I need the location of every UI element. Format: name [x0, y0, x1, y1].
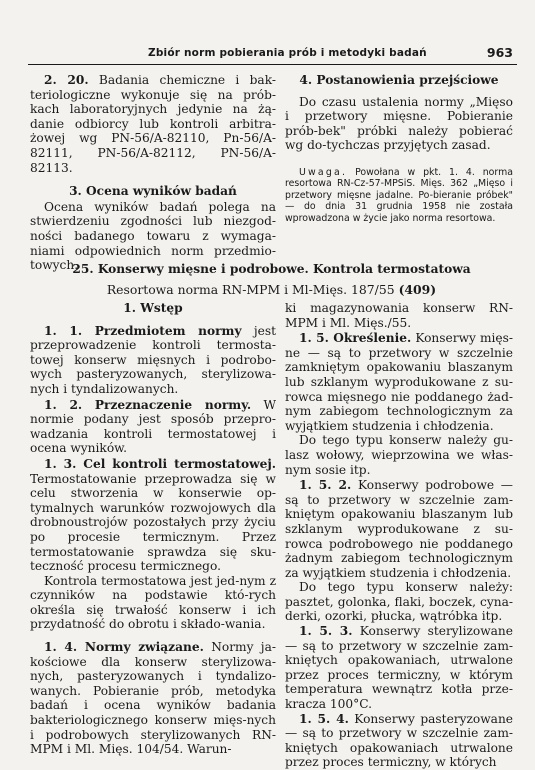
paragraph-1-3-b: Kontrola termostatowa jest jed-nym z czynników na podstawie któ-rych określa się trwałość konserw i ich przydatność do obrotu i składo-wania. [30, 573, 276, 632]
note [285, 167, 513, 224]
paragraph-1-5-b: Do tego typu konserw należy gu-lasz wołowy, wieprzowina we włas-nym sosie itp. [285, 433, 513, 477]
running-title: Zbiór norm pobierania prób i metodyki badań [148, 47, 427, 59]
section-heading-3: 3. Ocena wyników badań [69, 184, 237, 199]
standard-reference: Resortowa norma RN-MPM i Ml-Mięs. 187/55 (409) [106, 282, 437, 297]
standard-number: (409) [398, 282, 437, 297]
running-header [28, 40, 517, 65]
section-25-title: 25. Konserwy mięsne i podrobowe. Kontrola termostatowa [72, 262, 471, 276]
paragraph-1-4-continued: ki magazynowania konserw RN-MPM i Ml. Mięs./55. [285, 301, 513, 330]
section-heading-1: 1. Wstęp [123, 301, 183, 315]
section-heading-4: 4. Postanowienia przejściowe [299, 73, 499, 87]
paragraph-1-5-2-b: Do tego typu konserw należy: pasztet, golonka, flaki, boczek, cyna-derki, ozorki, płucka, wątróbka itp. [285, 580, 513, 624]
paragraph-number: 2. 20. [44, 73, 89, 87]
paragraph-1-4: 1. 4. Normy związane. Normy ja-kościowe dla konserw sterylizowa-nych, pasteryzowanych i tyndalizo-wanych. Pobieranie prób, metodyka badań i ocena wyników badania bakteriologicznego konserw mięs-nych i podrobowych sterylizowanych RN-MPM i Ml. Mięs. 104/54. Warun- [30, 640, 276, 757]
note-text: Powołana w pkt. 1. 4. norma resortowa RN-Cz-57-MPSiS. Mięs. 362 „Mięso i przetwory mięsne jadalne. Po-bieranie próbek" — do dnia 31 grudnia 1958 nie została wprowadzona w życie jako norma resortowa. [285, 166, 513, 224]
paragraph-1-5: 1. 5. Określenie. Konserwy mięs-ne — są to przetwory w szczelnie zamkniętym opakowaniu blaszanym lub szklanym wyprodukowane z su-rowca mięsnego nie poddanego żad-nym zabiegom technologicznym za wyjątkiem studzenia i chłodzenia. [285, 331, 513, 433]
paragraph-1-3: 1. 3. Cel kontroli termostatowej. Termostatowanie przeprowadza się w celu stworzenia w konserwie op-tymalnych warunków rozwojowych dla drobnoustrojów pozostałych przy życiu po procesie termicznym. Przez termostatowanie sprawdza się sku-teczność procesu termicznego. [30, 456, 276, 574]
right-main-column [285, 301, 513, 770]
paragraph-1-5-3: 1. 5. 3. Konserwy sterylizowane — są to przetwory w szczelnie zam-kniętych opakowaniach, utrwalone przez proces termiczny, w którym temperatura wewnątrz kotła prze-kracza 100°C. [285, 624, 513, 712]
paragraph-2-20: 2. 20. Badania chemiczne i bak- teriologiczne wykonuje się na prób-kach laboratoryjnych jedynie na żą-danie odbiorcy lub kontroli arbitra-żowej wg PN-56/A-82110, Pn-56/A-82111, PN-56/A-82112, PN-56/A-82113. [30, 73, 276, 175]
note-label: Uwaga. [299, 166, 348, 178]
page-number: 963 [486, 45, 513, 60]
right-top-column [285, 73, 513, 224]
left-top-column [30, 73, 276, 273]
paragraph-1-5-2: 1. 5. 2. Konserwy podrobowe — są to przetwory w szczelnie zam-kniętym opakowaniu blaszanym lub szklanym wyprodukowane z su-rowca podrobowego nie poddanego żadnym zabiegom technologicznym za wyjątkiem studzenia i chłodzenia. [285, 478, 513, 580]
paragraph-1-2: 1. 2. Przeznaczenie normy. W normie podany jest sposób przepro-wadzania kontroli termostatowej i ocena wyników. [30, 397, 276, 456]
paragraph-3: Ocena wyników badań polega na stwierdzeniu zgodności lub niezgod-ności badanego towaru z wymaga-niami odpowiednich norm przedmio-towych. [30, 199, 276, 273]
paragraph-1-1: 1. 1. Przedmiotem normy jest przeprowadzenie kontroli termosta-towej konserw mięsnych i podrobo-wych pasteryzowanych, sterylizowa-nych i tyndalizowanych. [30, 323, 276, 396]
paragraph-4: Do czasu ustalenia normy „Mięso i przetwory mięsne. Pobieranie prób-bek" próbki należy pobierać wg do-tychczas przyjętych zasad. [285, 94, 513, 153]
left-main-column [30, 301, 276, 757]
paragraph-1-5-4: 1. 5. 4. Konserwy pasteryzowane — są to przetwory w szczelnie zam-kniętych opakowaniach utrwalone przez proces termiczny, w których [285, 711, 514, 770]
